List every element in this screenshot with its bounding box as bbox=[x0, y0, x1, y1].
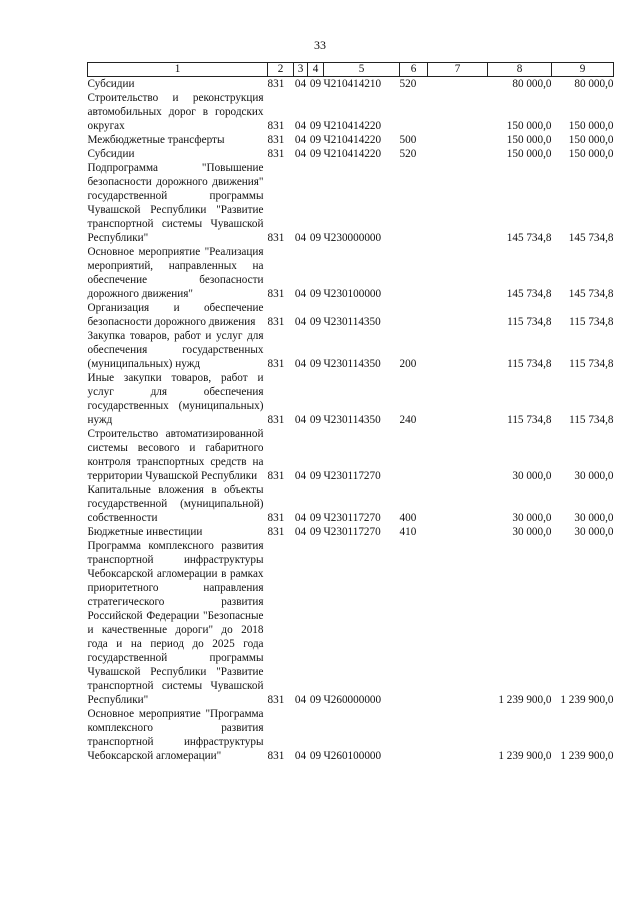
amount-column-8: 115 734,8 bbox=[507, 358, 552, 370]
amount-column-8: 150 000,0 bbox=[506, 120, 552, 132]
table-row bbox=[88, 329, 614, 371]
section-code: 04 bbox=[294, 134, 307, 146]
budget-table bbox=[87, 62, 614, 763]
amount-column-9: 145 734,8 bbox=[568, 288, 614, 300]
section-code: 04 bbox=[294, 232, 307, 244]
column-header: 7 bbox=[428, 63, 488, 77]
grbs-code: 831 bbox=[267, 316, 285, 328]
amount-column-8: 145 734,8 bbox=[506, 232, 552, 244]
column-7-value bbox=[428, 77, 488, 92]
column-header: 5 bbox=[324, 63, 400, 77]
amount-column-9: 150 000,0 bbox=[568, 134, 614, 146]
expense-type-code bbox=[400, 427, 428, 483]
column-header: 1 bbox=[88, 63, 268, 77]
expense-type-code: 410 bbox=[399, 526, 417, 538]
row-name: Субсидии bbox=[87, 78, 135, 90]
table-row bbox=[88, 77, 614, 92]
amount-column-9: 80 000,0 bbox=[574, 78, 614, 90]
table-row bbox=[88, 91, 614, 133]
grbs-code: 831 bbox=[267, 232, 285, 244]
amount-column-9: 30 000,0 bbox=[574, 526, 614, 538]
row-name: Закупка товаров, работ и услуг для обеспечения государственных (муниципальных) нужд bbox=[87, 330, 264, 370]
row-name: Иные закупки товаров, работ и услуг для обеспечения государственных (муниципальных) нужд bbox=[87, 372, 264, 426]
grbs-code: 831 bbox=[267, 358, 285, 370]
column-header: 4 bbox=[308, 63, 324, 77]
section-code: 04 bbox=[294, 414, 307, 426]
target-article-code: Ч210414220 bbox=[323, 148, 382, 160]
expense-type-code: 520 bbox=[399, 78, 417, 90]
amount-column-9: 30 000,0 bbox=[574, 470, 614, 482]
table-header bbox=[88, 63, 614, 77]
subsection-code: 09 bbox=[309, 694, 322, 706]
amount-column-8: 30 000,0 bbox=[512, 512, 552, 524]
column-header: 6 bbox=[400, 63, 428, 77]
amount-column-8: 150 000,0 bbox=[506, 148, 552, 160]
subsection-code: 09 bbox=[309, 750, 322, 762]
amount-column-8: 1 239 900,0 bbox=[498, 750, 552, 762]
amount-column-8: 80 000,0 bbox=[512, 78, 552, 90]
expense-type-code: 520 bbox=[399, 148, 417, 160]
grbs-code: 831 bbox=[267, 470, 285, 482]
target-article-code: Ч210414220 bbox=[323, 134, 382, 146]
column-7-value bbox=[428, 245, 488, 301]
row-name: Основное мероприятие "Реализация мероприятий, направленных на обеспечение безопасности дорожного движения" bbox=[87, 246, 264, 300]
column-7-value bbox=[428, 483, 488, 525]
table-row bbox=[88, 133, 614, 147]
target-article-code: Ч260100000 bbox=[323, 750, 382, 762]
column-7-value bbox=[428, 539, 488, 707]
expense-type-code: 500 bbox=[399, 134, 417, 146]
subsection-code: 09 bbox=[309, 78, 322, 90]
amount-column-9: 115 734,8 bbox=[569, 316, 614, 328]
table-row bbox=[88, 161, 614, 245]
target-article-code: Ч230114350 bbox=[323, 316, 381, 328]
expense-type-code: 400 bbox=[399, 512, 417, 524]
column-7-value bbox=[428, 301, 488, 329]
section-code: 04 bbox=[294, 750, 307, 762]
page-number: 33 bbox=[314, 38, 326, 52]
subsection-code: 09 bbox=[309, 288, 322, 300]
expense-type-code bbox=[400, 161, 428, 245]
row-name: Капитальные вложения в объекты государственной (муниципальной) собственности bbox=[87, 484, 264, 524]
subsection-code: 09 bbox=[309, 316, 322, 328]
amount-column-8: 30 000,0 bbox=[512, 526, 552, 538]
section-code: 04 bbox=[294, 470, 307, 482]
target-article-code: Ч230114350 bbox=[323, 414, 381, 426]
amount-column-8: 115 734,8 bbox=[507, 316, 552, 328]
amount-column-8: 115 734,8 bbox=[507, 414, 552, 426]
amount-column-9: 30 000,0 bbox=[574, 512, 614, 524]
table-row bbox=[88, 245, 614, 301]
expense-type-code bbox=[400, 539, 428, 707]
row-name: Субсидии bbox=[87, 148, 135, 160]
target-article-code: Ч230117270 bbox=[323, 526, 381, 538]
subsection-code: 09 bbox=[309, 232, 322, 244]
subsection-code: 09 bbox=[309, 470, 322, 482]
subsection-code: 09 bbox=[309, 358, 322, 370]
grbs-code: 831 bbox=[267, 120, 285, 132]
table-row bbox=[88, 539, 614, 707]
target-article-code: Ч210414220 bbox=[323, 120, 382, 132]
grbs-code: 831 bbox=[267, 288, 285, 300]
section-code: 04 bbox=[294, 512, 307, 524]
amount-column-8: 30 000,0 bbox=[512, 470, 552, 482]
column-header: 9 bbox=[552, 63, 614, 77]
amount-column-9: 150 000,0 bbox=[568, 120, 614, 132]
expense-type-code bbox=[400, 91, 428, 133]
grbs-code: 831 bbox=[267, 148, 285, 160]
table-row bbox=[88, 427, 614, 483]
section-code: 04 bbox=[294, 316, 307, 328]
amount-column-9: 115 734,8 bbox=[569, 414, 614, 426]
grbs-code: 831 bbox=[267, 134, 285, 146]
table-row bbox=[88, 525, 614, 539]
row-name: Программа комплексного развития транспортной инфраструктуры Чебоксарской агломерации в рамках приоритетного направления стратегического развития Российской Федерации "Безопасные и качественные дороги" до 2018 года и на период до 2025 года государственной программы Чувашской Республики "Развитие транспортной системы Чувашской Республики" bbox=[87, 540, 264, 706]
table-row bbox=[88, 707, 614, 763]
subsection-code: 09 bbox=[309, 414, 322, 426]
grbs-code: 831 bbox=[267, 694, 285, 706]
target-article-code: Ч230117270 bbox=[323, 470, 381, 482]
expense-type-code: 200 bbox=[399, 358, 417, 370]
row-name: Межбюджетные трансферты bbox=[87, 134, 225, 146]
section-code: 04 bbox=[294, 694, 307, 706]
amount-column-9: 150 000,0 bbox=[568, 148, 614, 160]
row-name: Подпрограмма "Повышение безопасности дорожного движения" государственной программы Чувашской Республики "Развитие транспортной системы Чувашской Республики" bbox=[87, 162, 264, 244]
amount-column-8: 1 239 900,0 bbox=[498, 694, 552, 706]
section-code: 04 bbox=[294, 78, 307, 90]
target-article-code: Ч230000000 bbox=[323, 232, 382, 244]
row-name: Строительство автоматизированной системы весового и габаритного контроля транспортных средств на территории Чувашской Республики bbox=[87, 428, 264, 482]
column-7-value bbox=[428, 427, 488, 483]
amount-column-8: 150 000,0 bbox=[506, 134, 552, 146]
grbs-code: 831 bbox=[267, 414, 285, 426]
subsection-code: 09 bbox=[309, 148, 322, 160]
expense-type-code: 240 bbox=[399, 414, 417, 426]
amount-column-9: 145 734,8 bbox=[568, 232, 614, 244]
amount-column-9: 115 734,8 bbox=[569, 358, 614, 370]
column-7-value bbox=[428, 329, 488, 371]
column-7-value bbox=[428, 161, 488, 245]
table-body bbox=[88, 77, 614, 764]
amount-column-8: 145 734,8 bbox=[506, 288, 552, 300]
row-name: Основное мероприятие "Программа комплексного развития транспортной инфраструктуры Чебоксарской агломерации" bbox=[87, 708, 264, 762]
subsection-code: 09 bbox=[309, 526, 322, 538]
subsection-code: 09 bbox=[309, 512, 322, 524]
column-7-value bbox=[428, 525, 488, 539]
grbs-code: 831 bbox=[267, 78, 285, 90]
amount-column-9: 1 239 900,0 bbox=[560, 750, 614, 762]
grbs-code: 831 bbox=[267, 750, 285, 762]
column-header: 2 bbox=[268, 63, 294, 77]
column-7-value bbox=[428, 707, 488, 763]
column-header: 3 bbox=[294, 63, 308, 77]
row-name: Организация и обеспечение безопасности дорожного движения bbox=[87, 302, 264, 328]
expense-type-code bbox=[400, 301, 428, 329]
target-article-code: Ч230100000 bbox=[323, 288, 382, 300]
target-article-code: Ч260000000 bbox=[323, 694, 382, 706]
column-7-value bbox=[428, 371, 488, 427]
target-article-code: Ч230114350 bbox=[323, 358, 381, 370]
row-name: Строительство и реконструкция автомобильных дорог в городских округах bbox=[87, 92, 264, 132]
grbs-code: 831 bbox=[267, 526, 285, 538]
expense-type-code bbox=[400, 707, 428, 763]
section-code: 04 bbox=[294, 358, 307, 370]
section-code: 04 bbox=[294, 148, 307, 160]
row-name: Бюджетные инвестиции bbox=[87, 526, 203, 538]
section-code: 04 bbox=[294, 120, 307, 132]
table-row bbox=[88, 301, 614, 329]
table-row bbox=[88, 483, 614, 525]
subsection-code: 09 bbox=[309, 120, 322, 132]
section-code: 04 bbox=[294, 288, 307, 300]
column-7-value bbox=[428, 91, 488, 133]
target-article-code: Ч210414210 bbox=[323, 78, 382, 90]
table-row bbox=[88, 147, 614, 161]
target-article-code: Ч230117270 bbox=[323, 512, 381, 524]
section-code: 04 bbox=[294, 526, 307, 538]
column-7-value bbox=[428, 133, 488, 147]
column-7-value bbox=[428, 147, 488, 161]
expense-type-code bbox=[400, 245, 428, 301]
amount-column-9: 1 239 900,0 bbox=[560, 694, 614, 706]
table-row bbox=[88, 371, 614, 427]
column-header: 8 bbox=[488, 63, 552, 77]
subsection-code: 09 bbox=[309, 134, 322, 146]
grbs-code: 831 bbox=[267, 512, 285, 524]
